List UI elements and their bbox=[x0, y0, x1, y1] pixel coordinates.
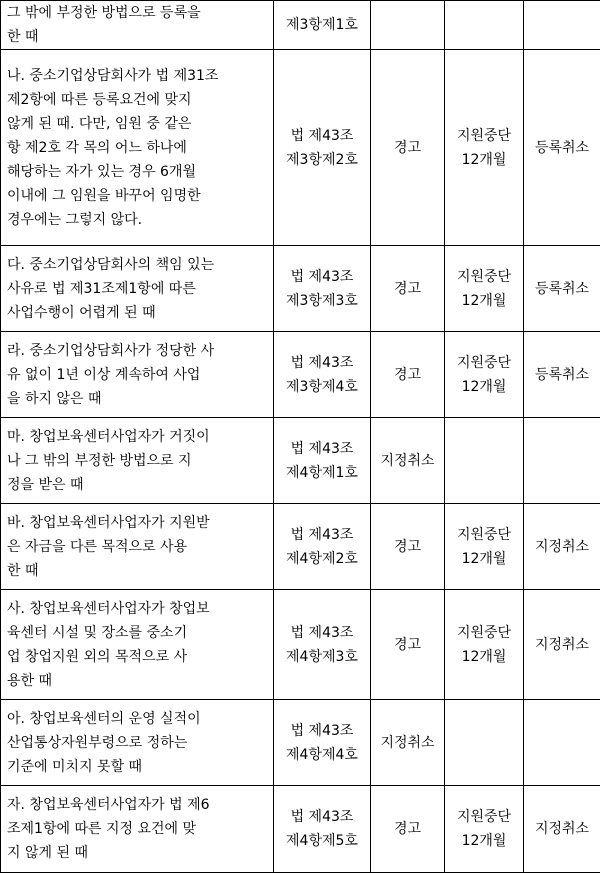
second-violation-cell bbox=[445, 246, 524, 332]
legal-basis-line: 제4항제5호 bbox=[274, 829, 370, 853]
legal-basis-line: 제3항제2호 bbox=[274, 148, 370, 172]
violation-description-line: 경우에는 그렇지 않다. bbox=[7, 208, 269, 232]
third-violation-cell: 등록취소 bbox=[524, 332, 600, 418]
violation-description-line: 업 창업지원 외의 목적으로 사 bbox=[7, 645, 269, 669]
first-violation-cell: 경고 bbox=[371, 504, 445, 590]
first-violation-cell: 경고 bbox=[371, 50, 445, 246]
legal-basis-line: 제4항제4호 bbox=[274, 743, 370, 767]
legal-basis-cell bbox=[274, 786, 371, 873]
violation-description-line: 그 밖에 부정한 방법으로 등록을 bbox=[7, 1, 269, 25]
first-violation-cell: 경고 bbox=[371, 246, 445, 332]
table-row bbox=[1, 504, 600, 590]
legal-basis-line: 제3항제4호 bbox=[274, 375, 370, 399]
violation-description-line: 기준에 미치지 못할 때 bbox=[7, 755, 269, 779]
violation-description-line: 아. 창업보육센터의 운영 실적이 bbox=[7, 707, 269, 731]
violation-description-line: 자. 창업보육센터사업자가 법 제6 bbox=[7, 793, 269, 817]
legal-basis-line: 법 제43조 bbox=[274, 437, 370, 461]
second-violation-line: 지원중단 bbox=[445, 124, 523, 148]
violation-description-line: 유 없이 1년 이상 계속하여 사업 bbox=[7, 363, 269, 387]
legal-basis-cell bbox=[274, 700, 371, 786]
legal-basis-line: 제3항제3호 bbox=[274, 289, 370, 313]
violation-description-line: 사유로 법 제31조제1항에 따른 bbox=[7, 277, 269, 301]
legal-basis-cell bbox=[274, 1, 371, 50]
legal-basis-cell bbox=[274, 246, 371, 332]
violation-description-line: 사업수행이 어렵게 된 때 bbox=[7, 301, 269, 325]
first-violation-cell: 지정취소 bbox=[371, 700, 445, 786]
third-violation-cell bbox=[524, 1, 600, 50]
violation-description-cell bbox=[1, 50, 274, 246]
first-violation-cell: 경고 bbox=[371, 332, 445, 418]
violation-description-cell bbox=[1, 504, 274, 590]
third-violation-cell bbox=[524, 700, 600, 786]
second-violation-line: 12개월 bbox=[445, 289, 523, 313]
legal-basis-cell bbox=[274, 590, 371, 700]
first-violation-cell: 경고 bbox=[371, 786, 445, 873]
legal-basis-line: 법 제43조 bbox=[274, 805, 370, 829]
second-violation-line: 지원중단 bbox=[445, 805, 523, 829]
legal-basis-cell bbox=[274, 418, 371, 504]
violation-description-cell bbox=[1, 700, 274, 786]
legal-basis-line: 법 제43조 bbox=[274, 719, 370, 743]
third-violation-cell: 지정취소 bbox=[524, 504, 600, 590]
first-violation-cell: 경고 bbox=[371, 590, 445, 700]
second-violation-line: 지원중단 bbox=[445, 621, 523, 645]
second-violation-cell bbox=[445, 700, 524, 786]
violation-description-line: 한 때 bbox=[7, 25, 269, 49]
violation-description-cell bbox=[1, 418, 274, 504]
table-row bbox=[1, 1, 600, 50]
table-row bbox=[1, 50, 600, 246]
violation-description-line: 지 않게 된 때 bbox=[7, 841, 269, 865]
violation-description-cell bbox=[1, 786, 274, 873]
violation-description-line: 바. 창업보육센터사업자가 지원받 bbox=[7, 511, 269, 535]
legal-basis-cell bbox=[274, 332, 371, 418]
legal-basis-line: 법 제43조 bbox=[274, 351, 370, 375]
violation-description-line: 나. 중소기업상담회사가 법 제31조 bbox=[7, 64, 269, 88]
table-row bbox=[1, 418, 600, 504]
third-violation-cell: 등록취소 bbox=[524, 50, 600, 246]
first-violation-cell bbox=[371, 1, 445, 50]
second-violation-line: 지원중단 bbox=[445, 265, 523, 289]
violation-description-cell bbox=[1, 590, 274, 700]
second-violation-cell bbox=[445, 590, 524, 700]
third-violation-cell: 지정취소 bbox=[524, 590, 600, 700]
third-violation-cell: 지정취소 bbox=[524, 786, 600, 873]
table-row bbox=[1, 786, 600, 873]
third-violation-cell: 등록취소 bbox=[524, 246, 600, 332]
violation-description-cell bbox=[1, 332, 274, 418]
violation-description-line: 육센터 시설 및 장소를 중소기 bbox=[7, 621, 269, 645]
violation-description-line: 항 제2호 각 목의 어느 하나에 bbox=[7, 136, 269, 160]
violation-description-line: 은 자금을 다른 목적으로 사용 bbox=[7, 535, 269, 559]
legal-basis-line: 법 제43조 bbox=[274, 523, 370, 547]
third-violation-cell bbox=[524, 418, 600, 504]
second-violation-cell bbox=[445, 1, 524, 50]
violation-description-cell bbox=[1, 246, 274, 332]
violation-description-line: 사. 창업보육센터사업자가 창업보 bbox=[7, 597, 269, 621]
second-violation-line: 12개월 bbox=[445, 148, 523, 172]
violation-description-line: 산업통상자원부령으로 정하는 bbox=[7, 731, 269, 755]
violation-description-line: 해당하는 자가 있는 경우 6개월 bbox=[7, 160, 269, 184]
legal-basis-line: 제4항제1호 bbox=[274, 461, 370, 485]
second-violation-line: 지원중단 bbox=[445, 351, 523, 375]
violation-description-line: 용한 때 bbox=[7, 669, 269, 693]
violation-description-line: 한 때 bbox=[7, 559, 269, 583]
violation-description-line: 제2항에 따른 등록요건에 맞지 bbox=[7, 88, 269, 112]
second-violation-line: 12개월 bbox=[445, 645, 523, 669]
legal-basis-line: 제4항제3호 bbox=[274, 645, 370, 669]
second-violation-cell bbox=[445, 504, 524, 590]
violation-description-line: 나 그 밖의 부정한 방법으로 지 bbox=[7, 449, 269, 473]
legal-basis-line: 법 제43조 bbox=[274, 124, 370, 148]
violation-description-line: 다. 중소기업상담회사의 책임 있는 bbox=[7, 253, 269, 277]
violation-description-line: 을 하지 않은 때 bbox=[7, 387, 269, 411]
legal-basis-cell bbox=[274, 50, 371, 246]
legal-basis-line: 법 제43조 bbox=[274, 265, 370, 289]
violation-description-line: 라. 중소기업상담회사가 정당한 사 bbox=[7, 339, 269, 363]
first-violation-cell: 지정취소 bbox=[371, 418, 445, 504]
violation-description-line: 마. 창업보육센터사업자가 거짓이 bbox=[7, 425, 269, 449]
table-row bbox=[1, 590, 600, 700]
legal-basis-line: 법 제43조 bbox=[274, 621, 370, 645]
second-violation-cell bbox=[445, 418, 524, 504]
table-row bbox=[1, 700, 600, 786]
legal-basis-cell bbox=[274, 504, 371, 590]
second-violation-cell bbox=[445, 50, 524, 246]
violation-description-line: 않게 된 때. 다만, 임원 중 같은 bbox=[7, 112, 269, 136]
table-row bbox=[1, 332, 600, 418]
violation-description-line: 이내에 그 임원을 바꾸어 임명한 bbox=[7, 184, 269, 208]
second-violation-line: 12개월 bbox=[445, 375, 523, 399]
second-violation-line: 지원중단 bbox=[445, 523, 523, 547]
second-violation-cell bbox=[445, 332, 524, 418]
violation-description-line: 조제1항에 따른 지정 요건에 맞 bbox=[7, 817, 269, 841]
violation-description-cell bbox=[1, 1, 274, 50]
second-violation-line: 12개월 bbox=[445, 547, 523, 571]
second-violation-line: 12개월 bbox=[445, 829, 523, 853]
legal-basis-line: 제4항제2호 bbox=[274, 547, 370, 571]
second-violation-cell bbox=[445, 786, 524, 873]
table-row bbox=[1, 246, 600, 332]
violation-description-line: 정을 받은 때 bbox=[7, 473, 269, 497]
legal-basis-line: 제3항제1호 bbox=[274, 13, 370, 37]
